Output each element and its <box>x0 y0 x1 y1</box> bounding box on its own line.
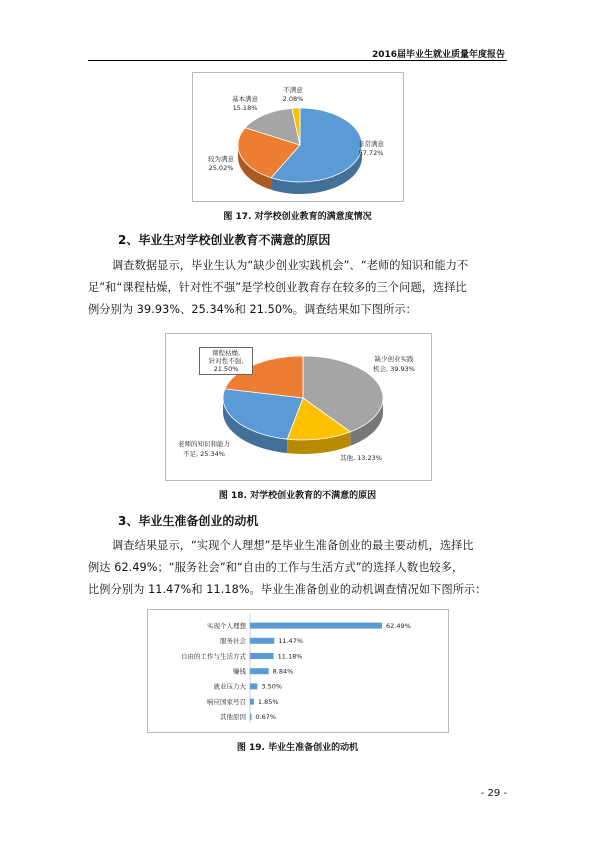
bar-category-label: 响应国家号召 <box>207 697 246 706</box>
bar-value-label: 3.50% <box>261 682 283 691</box>
bar <box>250 714 251 720</box>
bar <box>250 683 257 689</box>
bar-value-label: 11.47% <box>278 637 304 646</box>
figure-18-chart <box>165 333 432 481</box>
section-2-paragraph <box>88 255 508 321</box>
value-fairly-satisfied: 25.02% <box>208 164 234 172</box>
bar-value-label: 62.49% <box>386 621 411 630</box>
label-lack-practice: 缺少创业实践 <box>374 355 414 363</box>
bar <box>250 653 274 659</box>
header-rule <box>88 60 507 61</box>
figure-19-caption: 图 19. 毕业生准备创业的动机 <box>236 743 359 753</box>
bar-category-label: 赚钱 <box>233 667 246 676</box>
value-lack-practice: 机会, 39.93% <box>373 365 415 373</box>
paragraph-line: 足”和“课程枯燥，针对性不强”是学校创业教育存在较多的三个问题，选择比 <box>88 281 467 294</box>
bar-category-label: 就业压力大 <box>213 682 246 691</box>
figure-19-chart <box>147 609 449 733</box>
figure-18-caption: 图 18. 对学校创业教育的不满意的原因 <box>218 491 377 501</box>
label-fairly-satisfied: 较为满意 <box>208 155 234 163</box>
report-header-title: 2016届毕业生就业质量年度报告 <box>371 50 505 60</box>
paragraph-line: 比例分别为 11.47%和 11.18%。毕业生准备创业的动机调查情况如下图所示： <box>88 583 487 596</box>
slice-label-line: 21.50% <box>213 365 239 373</box>
figure-17-chart <box>192 72 404 202</box>
bar-value-label: 11.18% <box>277 652 303 661</box>
paragraph-line: 调查数据显示，毕业生认为“缺少创业实践机会”、“老师的知识和能力不 <box>112 259 469 272</box>
value-unsatisfied: 2.08% <box>282 95 304 103</box>
label-other: 其他, 13.23% <box>340 454 382 462</box>
paragraph-line: 例分别为 39.93%、25.34%和 21.50%。调查结果如下图所示： <box>88 303 417 316</box>
bar-value-label: 8.84% <box>272 667 294 676</box>
slice-label-line: 课程枯燥, <box>211 349 241 357</box>
figure-17-caption: 图 17. 对学校创业教育的满意度情况 <box>223 212 372 222</box>
bar <box>250 623 382 629</box>
bar-category-label: 服务社会 <box>220 637 246 646</box>
section-3-paragraph <box>88 535 508 601</box>
value-basically-satisfied: 15.18% <box>232 104 258 112</box>
section-3-heading: 3、毕业生准备创业的动机 <box>118 514 259 528</box>
value-teacher: 不足, 25.34% <box>183 450 225 458</box>
bar-category-label: 其他原因 <box>220 713 246 722</box>
value-very-satisfied: 57.72% <box>358 149 384 157</box>
label-teacher: 老师的知识和能力 <box>178 440 230 448</box>
bar-value-label: 1.85% <box>257 697 279 706</box>
paragraph-line: 例达 62.49%；“服务社会”和“自由的工作与生活方式”的选择人数也较多， <box>88 561 464 574</box>
paragraph-line: 调查结果显示，“实现个人理想”是毕业生准备创业的最主要动机，选择比 <box>112 539 474 552</box>
label-unsatisfied: 不满意 <box>283 86 303 94</box>
label-basically-satisfied: 基本满意 <box>232 95 258 103</box>
bar <box>250 699 254 705</box>
page-number: - 29 - <box>480 788 507 799</box>
bar-category-label: 实现个人理想 <box>207 621 246 630</box>
bar <box>250 668 269 674</box>
motivation-bar-chart <box>148 610 448 732</box>
bar-category-label: 自由的工作与生活方式 <box>181 652 246 661</box>
slice-label-line: 针对性不强, <box>208 357 244 365</box>
section-2-heading: 2、毕业生对学校创业教育不满意的原因 <box>118 233 331 247</box>
course-callout-box <box>199 347 253 375</box>
satisfaction-pie-chart <box>193 73 403 201</box>
bar-value-label: 0.67% <box>255 713 277 722</box>
bar <box>250 638 274 644</box>
label-very-satisfied: 非常满意 <box>358 140 384 148</box>
